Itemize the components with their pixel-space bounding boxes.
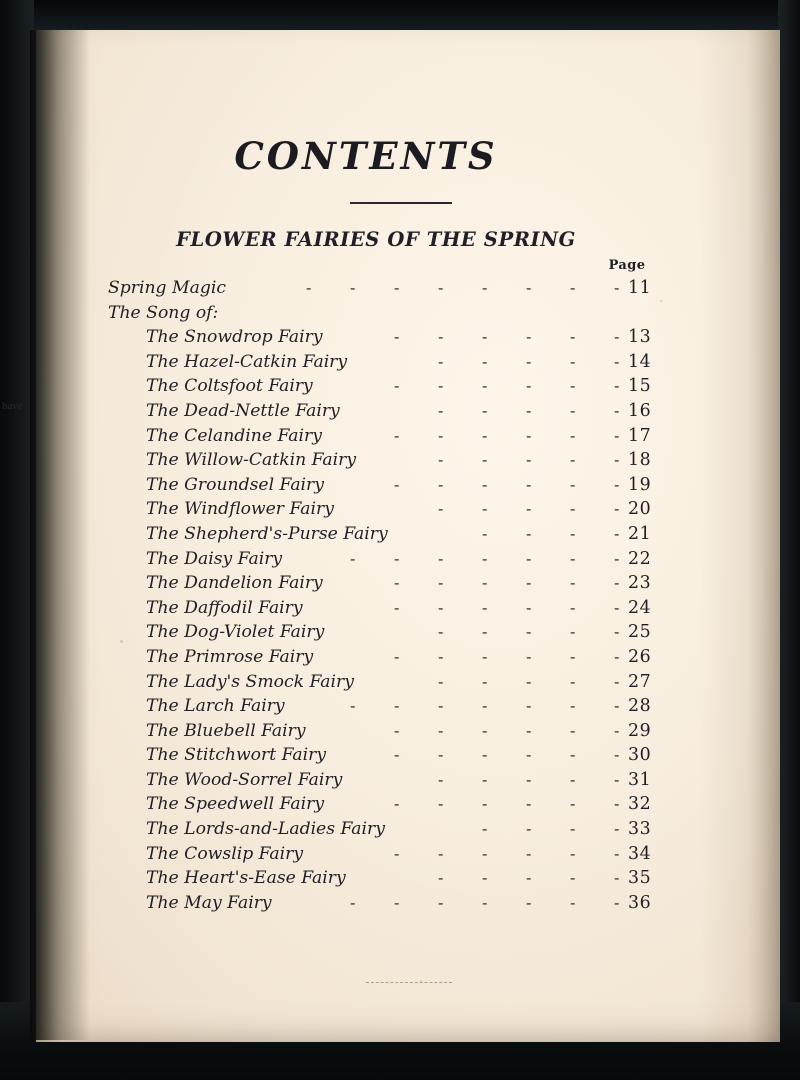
toc-leader-dash: - <box>570 474 576 494</box>
toc-leader-dash: - <box>482 720 488 740</box>
toc-entry-label: The Dog-Violet Fairy <box>146 622 325 643</box>
toc-entry[interactable] <box>36 549 780 574</box>
toc-leader-dash: - <box>482 868 488 888</box>
toc-leader-dash: - <box>482 696 488 716</box>
toc-leader-dash: - <box>526 696 532 716</box>
toc-leader-dash: - <box>438 794 444 814</box>
page-title: CONTENTS <box>234 134 498 178</box>
toc-leader-dash: - <box>350 892 356 912</box>
toc-entry-page-number: 16 <box>628 400 652 421</box>
toc-leader-dash: - <box>526 597 532 617</box>
toc-leader-dash: - <box>570 892 576 912</box>
toc-leader-dash: - <box>482 671 488 691</box>
toc-leader-dash: - <box>438 696 444 716</box>
toc-leader-dash: - <box>482 523 488 543</box>
toc-entry-page-number: 36 <box>628 892 652 913</box>
toc-leader-dash: - <box>526 376 532 396</box>
toc-leader-dash: - <box>438 745 444 765</box>
toc-entry-page-number: 15 <box>628 376 652 397</box>
toc-entry[interactable] <box>36 450 780 475</box>
toc-leader-dash: - <box>482 376 488 396</box>
toc-leader-dash: - <box>570 499 576 519</box>
toc-leader-dash: - <box>394 327 400 347</box>
toc-entry[interactable] <box>36 426 780 451</box>
toc-entry-page-number: 26 <box>628 646 652 667</box>
toc-leader-dash: - <box>614 819 620 839</box>
toc-leader-dash: - <box>526 868 532 888</box>
toc-leader-dash: - <box>570 843 576 863</box>
toc-leader-dash: - <box>614 450 620 470</box>
toc-leader-dash: - <box>570 720 576 740</box>
toc-entry-label: The Willow-Catkin Fairy <box>146 450 357 471</box>
toc-entry-page-number: 24 <box>628 597 652 618</box>
toc-entry-page-number: 28 <box>628 696 652 717</box>
toc-leader-dash: - <box>614 499 620 519</box>
toc-leader-dash: - <box>526 351 532 371</box>
toc-leader-dash: - <box>482 474 488 494</box>
toc-leader-dash: - <box>570 671 576 691</box>
toc-leader-dash: - <box>526 573 532 593</box>
title-divider <box>350 202 452 204</box>
toc-leader-dash: - <box>614 646 620 666</box>
toc-leader-dash: - <box>482 548 488 568</box>
toc-leader-dash: - <box>482 450 488 470</box>
toc-leader-dash: - <box>570 450 576 470</box>
toc-leader-dash: - <box>438 646 444 666</box>
toc-leader-dash: - <box>526 523 532 543</box>
toc-leader-dash: - <box>614 794 620 814</box>
toc-leader-dash: - <box>526 400 532 420</box>
toc-entry[interactable] <box>36 376 780 401</box>
toc-leader-dash: - <box>438 499 444 519</box>
toc-leader-dash: - <box>570 819 576 839</box>
toc-leader-dash: - <box>438 327 444 347</box>
toc-leader-dash: - <box>482 425 488 445</box>
toc-entry-page-number: 19 <box>628 474 652 495</box>
toc-leader-dash: - <box>614 573 620 593</box>
toc-entry-page-number: 20 <box>628 499 652 520</box>
toc-leader-dash: - <box>438 474 444 494</box>
toc-leader-dash: - <box>570 327 576 347</box>
toc-leader-dash: - <box>526 794 532 814</box>
toc-leader-dash: - <box>438 622 444 642</box>
toc-leader-dash: - <box>570 745 576 765</box>
toc-leader-dash: - <box>482 327 488 347</box>
toc-entry[interactable] <box>36 770 780 795</box>
toc-entry-label: The Cowslip Fairy <box>146 843 304 864</box>
toc-entry[interactable] <box>36 573 780 598</box>
toc-entry-label: The Hazel-Catkin Fairy <box>146 351 348 372</box>
toc-entry-label: The Daffodil Fairy <box>146 597 303 618</box>
toc-leader-dash: - <box>394 720 400 740</box>
toc-entry[interactable] <box>36 844 780 869</box>
toc-leader-dash: - <box>438 573 444 593</box>
toc-leader-dash: - <box>482 646 488 666</box>
toc-leader-dash: - <box>614 278 620 297</box>
toc-leader-dash: - <box>526 745 532 765</box>
toc-entry-label: The Speedwell Fairy <box>146 794 325 815</box>
toc-leader-dash: - <box>614 843 620 863</box>
toc-entry-page-number: 14 <box>628 351 652 372</box>
toc-entry-page-number: 27 <box>628 671 652 692</box>
toc-entry-page-number: 32 <box>628 794 652 815</box>
toc-entry[interactable] <box>36 401 780 426</box>
toc-leader-dash: - <box>482 278 488 297</box>
toc-entry-page-number: 21 <box>628 523 652 544</box>
toc-leader-dash: - <box>394 745 400 765</box>
toc-leader-dash: - <box>482 819 488 839</box>
toc-leader-dash: - <box>482 400 488 420</box>
toc-entry[interactable] <box>36 893 780 918</box>
toc-leader-dash: - <box>570 646 576 666</box>
toc-entry-label: The Snowdrop Fairy <box>146 327 323 348</box>
toc-leader-dash: - <box>438 548 444 568</box>
toc-leader-dash: - <box>614 696 620 716</box>
toc-entry[interactable] <box>36 745 780 770</box>
toc-leader-dash: - <box>526 327 532 347</box>
toc-leader-dash: - <box>614 892 620 912</box>
toc-entry[interactable] <box>36 499 780 524</box>
toc-leader-dash: - <box>526 769 532 789</box>
toc-entry[interactable] <box>36 475 780 500</box>
toc-leader-dash: - <box>438 376 444 396</box>
toc-leader-dash: - <box>438 278 444 297</box>
toc-entry-label: The Dandelion Fairy <box>146 573 323 594</box>
toc-leader-dash: - <box>614 548 620 568</box>
toc-entry-label: The Shepherd's-Purse Fairy <box>146 523 388 544</box>
toc-leader-dash: - <box>482 597 488 617</box>
toc-leader-dash: - <box>526 474 532 494</box>
toc-entry-page-number: 35 <box>628 868 652 889</box>
toc-leader-dash: - <box>438 843 444 863</box>
toc-leader-dash: - <box>438 720 444 740</box>
toc-leader-dash: - <box>482 745 488 765</box>
toc-leader-dash: - <box>570 351 576 371</box>
toc-leader-dash: - <box>482 351 488 371</box>
toc-entry-label: The Wood-Sorrel Fairy <box>146 769 343 790</box>
toc-entry-page-number: 29 <box>628 720 652 741</box>
toc-entry[interactable] <box>36 696 780 721</box>
toc-entry-label: The Song of: <box>108 302 219 323</box>
toc-leader-dash: - <box>614 351 620 371</box>
toc-entry[interactable] <box>36 303 780 328</box>
toc-leader-dash: - <box>482 843 488 863</box>
toc-leader-dash: - <box>570 868 576 888</box>
toc-leader-dash: - <box>394 573 400 593</box>
toc-entry-label: The Dead-Nettle Fairy <box>146 400 340 421</box>
toc-entry[interactable] <box>36 672 780 697</box>
toc-entry[interactable] <box>36 524 780 549</box>
toc-entry-label: The Bluebell Fairy <box>146 720 306 741</box>
toc-leader-dash: - <box>438 868 444 888</box>
toc-leader-dash: - <box>614 425 620 445</box>
toc-leader-dash: - <box>394 696 400 716</box>
toc-leader-dash: - <box>570 548 576 568</box>
toc-leader-dash: - <box>570 523 576 543</box>
page-bottom-mark <box>366 982 452 983</box>
toc-leader-dash: - <box>482 499 488 519</box>
margin-note: have <box>2 400 23 412</box>
toc-leader-dash: - <box>526 499 532 519</box>
toc-leader-dash: - <box>526 278 532 297</box>
toc-leader-dash: - <box>350 278 356 297</box>
toc-leader-dash: - <box>306 278 312 297</box>
toc-leader-dash: - <box>482 794 488 814</box>
toc-leader-dash: - <box>438 425 444 445</box>
toc-leader-dash: - <box>394 892 400 912</box>
page-column-header: Page <box>608 258 646 273</box>
toc-leader-dash: - <box>614 769 620 789</box>
toc-leader-dash: - <box>614 597 620 617</box>
toc-leader-dash: - <box>438 450 444 470</box>
toc-entry-page-number: 13 <box>628 327 652 348</box>
toc-leader-dash: - <box>614 376 620 396</box>
toc-leader-dash: - <box>526 892 532 912</box>
toc-entry[interactable] <box>36 819 780 844</box>
toc-entry-label: The Windflower Fairy <box>146 499 334 520</box>
page-content <box>36 30 780 1042</box>
toc-leader-dash: - <box>394 843 400 863</box>
toc-entry-page-number: 17 <box>628 425 652 446</box>
toc-entry-label: The Celandine Fairy <box>146 425 322 446</box>
toc-leader-dash: - <box>526 425 532 445</box>
toc-leader-dash: - <box>526 671 532 691</box>
toc-entry[interactable] <box>36 327 780 352</box>
toc-leader-dash: - <box>570 769 576 789</box>
toc-leader-dash: - <box>394 425 400 445</box>
toc-leader-dash: - <box>614 622 620 642</box>
toc-entry-page-number: 33 <box>628 819 652 840</box>
toc-leader-dash: - <box>614 523 620 543</box>
toc-leader-dash: - <box>526 450 532 470</box>
toc-leader-dash: - <box>482 622 488 642</box>
toc-leader-dash: - <box>526 622 532 642</box>
toc-entry-label: Spring Magic <box>108 278 226 298</box>
toc-leader-dash: - <box>614 474 620 494</box>
toc-leader-dash: - <box>570 794 576 814</box>
section-heading: FLOWER FAIRIES OF THE SPRING <box>176 228 576 251</box>
toc-leader-dash: - <box>614 327 620 347</box>
toc-leader-dash: - <box>438 769 444 789</box>
toc-entry-label: The Larch Fairy <box>146 696 285 717</box>
toc-leader-dash: - <box>394 646 400 666</box>
toc-entry-label: The Lady's Smock Fairy <box>146 671 354 692</box>
toc-entry[interactable] <box>36 352 780 377</box>
toc-entry-page-number: 34 <box>628 843 652 864</box>
toc-leader-dash: - <box>614 671 620 691</box>
toc-leader-dash: - <box>614 720 620 740</box>
toc-leader-dash: - <box>394 548 400 568</box>
toc-leader-dash: - <box>570 400 576 420</box>
toc-entry-label: The Groundsel Fairy <box>146 474 324 495</box>
toc-leader-dash: - <box>526 819 532 839</box>
toc-entry[interactable] <box>36 622 780 647</box>
toc-leader-dash: - <box>526 843 532 863</box>
toc-leader-dash: - <box>438 351 444 371</box>
toc-leader-dash: - <box>438 400 444 420</box>
toc-leader-dash: - <box>570 425 576 445</box>
toc-leader-dash: - <box>526 646 532 666</box>
toc-leader-dash: - <box>570 696 576 716</box>
toc-leader-dash: - <box>438 892 444 912</box>
toc-leader-dash: - <box>394 794 400 814</box>
toc-leader-dash: - <box>350 548 356 568</box>
toc-entry-label: The Stitchwort Fairy <box>146 745 327 766</box>
toc-leader-dash: - <box>526 548 532 568</box>
toc-entry-label: The Lords-and-Ladies Fairy <box>146 819 385 840</box>
toc-leader-dash: - <box>570 597 576 617</box>
toc-leader-dash: - <box>394 376 400 396</box>
toc-leader-dash: - <box>482 573 488 593</box>
toc-entry-label: The May Fairy <box>146 892 272 913</box>
toc-leader-dash: - <box>614 400 620 420</box>
toc-entry-page-number: 18 <box>628 450 652 471</box>
toc-leader-dash: - <box>526 720 532 740</box>
toc-entry[interactable] <box>36 721 780 746</box>
toc-entry-page-number: 30 <box>628 745 652 766</box>
toc-leader-dash: - <box>482 769 488 789</box>
toc-entry[interactable] <box>36 598 780 623</box>
book-cover-left-edge <box>0 0 34 1080</box>
toc-entry-label: The Heart's-Ease Fairy <box>146 868 346 889</box>
toc-leader-dash: - <box>394 278 400 297</box>
table-of-contents <box>36 278 780 917</box>
toc-leader-dash: - <box>570 573 576 593</box>
toc-leader-dash: - <box>570 376 576 396</box>
toc-entry[interactable] <box>36 794 780 819</box>
toc-entry-label: The Coltsfoot Fairy <box>146 376 313 397</box>
toc-leader-dash: - <box>570 622 576 642</box>
toc-leader-dash: - <box>570 278 576 297</box>
toc-entry-page-number: 22 <box>628 548 652 569</box>
toc-leader-dash: - <box>394 597 400 617</box>
toc-leader-dash: - <box>394 474 400 494</box>
toc-entry-page-number: 23 <box>628 573 652 594</box>
toc-entry-page-number: 25 <box>628 622 652 643</box>
toc-entry[interactable] <box>36 647 780 672</box>
toc-entry-page-number: 11 <box>628 278 652 298</box>
toc-leader-dash: - <box>614 868 620 888</box>
book-cover-right-edge <box>778 0 800 1080</box>
toc-entry-label: The Primrose Fairy <box>146 646 314 667</box>
toc-entry-page-number: 31 <box>628 769 652 790</box>
toc-leader-dash: - <box>350 696 356 716</box>
toc-entry-label: The Daisy Fairy <box>146 548 283 569</box>
toc-leader-dash: - <box>482 892 488 912</box>
toc-entry[interactable] <box>36 278 780 303</box>
toc-leader-dash: - <box>438 671 444 691</box>
book-cover-top-edge <box>0 0 800 34</box>
toc-leader-dash: - <box>438 597 444 617</box>
toc-leader-dash: - <box>614 745 620 765</box>
toc-entry[interactable] <box>36 868 780 893</box>
